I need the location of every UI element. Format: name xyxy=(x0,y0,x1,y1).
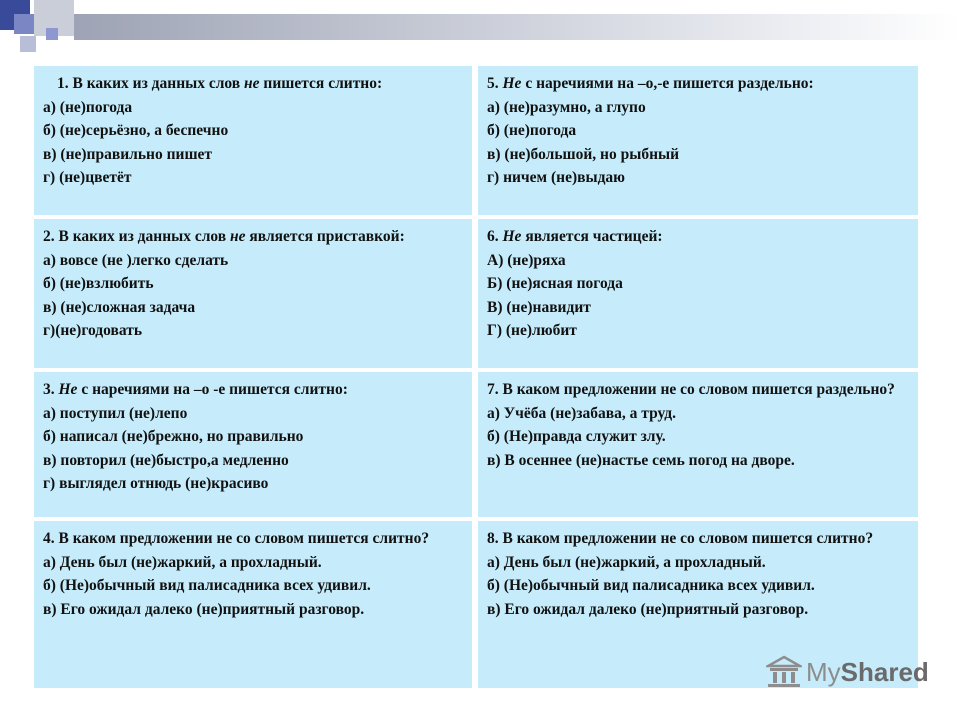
question-text: 1. В каких из данных слов не пишется слитно: xyxy=(57,75,383,92)
question-text: 7. В каком предложении не со словом пишется раздельно? xyxy=(487,381,895,398)
answer-option: б) (Не)обычный вид палисадника всех удивил. xyxy=(43,577,371,594)
answer-option: в) (не)большой, но рыбный xyxy=(487,145,680,163)
answer-option: б) (не)серьёзно, а беспечно xyxy=(43,122,229,139)
answer-option: г) (не)цветёт xyxy=(43,169,132,186)
answer-option: а) (не)погода xyxy=(43,98,133,116)
answer-option: г)(не)годовать xyxy=(43,322,143,339)
building-icon xyxy=(766,655,802,689)
question-text: 5. Не с наречиями на –о,-е пишется раздельно: xyxy=(487,75,814,92)
question-card-7 xyxy=(478,372,918,517)
answer-option: А) (не)ряха xyxy=(487,251,566,269)
watermark-text: MyShared xyxy=(806,656,929,687)
question-card-3 xyxy=(34,372,472,517)
question-card-2 xyxy=(34,219,472,368)
answer-option: В) (не)навидит xyxy=(487,298,591,316)
question-card-4 xyxy=(34,521,472,688)
answer-option: в) (не)правильно пишет xyxy=(43,145,213,163)
answer-option: г) ничем (не)выдаю xyxy=(487,169,626,186)
answer-option: а) поступил (не)лепо xyxy=(43,404,188,422)
answer-option: г) выглядел отнюдь (не)красиво xyxy=(43,475,269,492)
answer-option: а) (не)разумно, а глупо xyxy=(487,98,646,116)
watermark-logo xyxy=(766,654,929,690)
answer-option: б) (Не)правда служит злу. xyxy=(487,428,666,445)
answer-option: в) В осеннее (не)настье семь погод на дворе. xyxy=(487,451,795,469)
answer-option: Г) (не)любит xyxy=(487,322,577,339)
header-gradient-bar xyxy=(74,14,960,40)
answer-option: в) Его ожидал далеко (не)приятный разговор. xyxy=(43,600,365,618)
question-card-1 xyxy=(34,66,472,215)
question-text: 2. В каких из данных слов не является приставкой: xyxy=(43,228,405,245)
decor-square xyxy=(14,14,34,34)
answer-option: б) (не)взлюбить xyxy=(43,275,154,292)
answer-option: Б) (не)ясная погода xyxy=(487,275,623,292)
questions-grid xyxy=(34,66,918,692)
answer-option: а) вовсе (не )легко сделать xyxy=(43,251,229,269)
answer-option: б) (Не)обычный вид палисадника всех удивил. xyxy=(487,577,815,594)
answer-option: а) День был (не)жаркий, а прохладный. xyxy=(487,553,766,571)
answer-option: в) Его ожидал далеко (не)приятный разговор. xyxy=(487,600,809,618)
question-text: 4. В каком предложении не со словом пишется слитно? xyxy=(43,530,430,547)
question-card-5 xyxy=(478,66,918,215)
question-text: 6. Не является частицей: xyxy=(487,228,663,245)
answer-option: б) написал (не)брежно, но правильно xyxy=(43,428,304,445)
answer-option: а) Учёба (не)забава, а труд. xyxy=(487,404,676,422)
question-card-6 xyxy=(478,219,918,368)
answer-option: а) День был (не)жаркий, а прохладный. xyxy=(43,553,322,571)
answer-option: в) повторил (не)быстро,а медленно xyxy=(43,451,289,469)
decor-square xyxy=(46,28,58,40)
question-text: 3. Не с наречиями на –о -е пишется слитно: xyxy=(43,381,348,398)
answer-option: в) (не)сложная задача xyxy=(43,298,196,316)
answer-option: б) (не)погода xyxy=(487,122,577,139)
question-text: 8. В каком предложении не со словом пишется слитно? xyxy=(487,530,874,547)
decor-square xyxy=(20,36,36,52)
